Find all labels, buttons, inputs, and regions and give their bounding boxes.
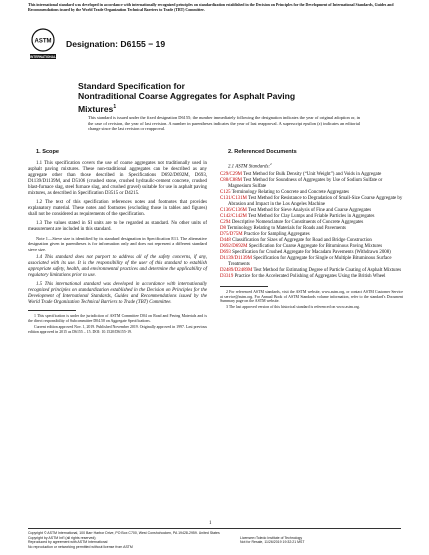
footnote-2: 2 For referenced ASTM standards, visit the ASTM website, www.astm.org, or contact ASTM Customer Service at service@astm.org. For Annual Book of ASTM Standards volume information, refer to the standard's Document Summary page on the ASTM website. — [220, 289, 403, 304]
reference-title: Test Method for Soundness of Aggregates by Use of Sodium Sulfate or Magnesium Sulfate — [228, 177, 383, 189]
reference-code-link[interactable]: D693 — [220, 249, 231, 255]
footnote-3: 3 The last approved version of this historical standard is referenced on www.astm.org. — [226, 305, 360, 310]
reference-title: Descriptive Nomenclature for Constituents of Concrete Aggregates — [231, 219, 364, 225]
reference-title: Specification for Crushed Aggregate for Macadam Pavements (Withdrawn 2008) — [232, 249, 391, 255]
scope-paragraph-4: 1.4 This standard does not purport to address all of the safety concerns, if any, associated with its use. It is the responsibility of the user of this standard to establish appropriate safety, health, and environmental practices and determine the applicability of regulatory limitations prior to use. — [28, 255, 207, 279]
logo-text: INTERNATIONAL — [30, 55, 56, 59]
reference-code-link[interactable]: C88/C88M — [220, 177, 243, 183]
right-column — [220, 149, 403, 311]
scope-note-1: Note 1—Sieve size is identified by its standard designation in Specification E11. The alternative designation given in parentheses is for information only and does not represent a different standard sieve size. — [28, 236, 207, 252]
reference-code-link[interactable]: C142/C142M — [220, 213, 247, 219]
title-line-2: Nontraditional Coarse Aggregates for Asphalt Paving — [78, 91, 296, 102]
title-superscript: 1 — [113, 103, 117, 110]
reference-title: Test Method for Clay Lumps and Friable Particles in Aggregates — [248, 213, 375, 219]
reference-item — [220, 274, 403, 280]
left-column — [28, 149, 207, 336]
footer-license-right: Licensee=Toledo Institute of Technology Not for Resale, 11/26/2019 19:32:21 MST — [240, 536, 305, 545]
reference-title: Classification for Sizes of Aggregate for Road and Bridge Construction — [232, 237, 372, 243]
reference-code-link[interactable]: C29/C29M — [220, 171, 243, 177]
footnote-divider — [28, 310, 76, 311]
references-heading: 2. Referenced Documents — [228, 149, 297, 155]
reference-code-link[interactable]: D2489/D2489M — [220, 267, 253, 273]
reference-code-link[interactable]: C131/C131M — [220, 195, 247, 201]
reference-title: Terminology Relating to Materials for Roads and Pavements — [227, 225, 346, 231]
reference-title: Specification for Coarse Aggregate for Bituminous Paving Mixtures — [248, 243, 383, 249]
reference-code-link[interactable]: C136/C136M — [220, 207, 247, 213]
reference-item — [220, 178, 403, 190]
reference-list — [220, 172, 403, 280]
reference-code-link[interactable]: D3319 — [220, 273, 234, 279]
title-line-3: Mixtures$^1$ — [78, 103, 117, 114]
scope-paragraph-3: 1.3 The values stated in SI units are to be regarded as standard. No other units of measurement are included in this standard. — [28, 221, 207, 232]
scope-paragraph-2: 1.2 The text of this specification references notes and footnotes that provides explanatory material. These notes and footnotes (excluding those in tables and figures) shall not be considered as requirements of the specification. — [28, 200, 207, 217]
reference-code-link[interactable]: D448 — [220, 237, 231, 243]
footer-divider — [28, 528, 401, 529]
fixed-designation-note: This standard is issued under the fixed designation D6155; the number immediately following the designation indicates the year of original adoption or, in the case of revision, the year of last revision. A number in parentheses indicates the year of last reapproval. A superscript epsilon (ε) indicates an editorial change since the last revision or reapproval. — [88, 115, 360, 131]
page-number: 1 — [209, 521, 212, 526]
reference-code-link[interactable]: C125 — [220, 189, 231, 195]
scope-paragraph-1: 1.1 This specification covers the use of coarse aggregates not traditionally used in asphalt paving mixtures. These non-traditional aggregates can be described as any aggregate other than those described in Specifications D692/D692M, D693, D1139/D1139M, and D5106 (crushed stone, crushed hydraulic-cement concrete, crushed blast-furnace slag, steel furnace slag, and crushed gravel) suitable for use in asphalt paving mixtures, as described in Specification D3515 or D4215. — [28, 161, 207, 196]
top-notice: This international standard was developed in accordance with internationally recognized principles on standardization established in the Decision on Principles for the Development of International Standards, Guides and Recommendations issued by the World Trade Organization Technical Barriers to Trade (TBT) Committee. — [28, 3, 394, 12]
reference-code-link[interactable]: D75/D75M — [220, 231, 243, 237]
reference-title: Test Method for Estimating Degree of Particle Coating of Asphalt Mixtures — [253, 267, 402, 273]
reference-title: Terminology Relating to Concrete and Concrete Aggregates — [231, 189, 350, 195]
reference-title: Specification for Aggregate for Single or Multiple Bituminous Surface Treatments — [228, 255, 392, 267]
reference-item — [220, 196, 403, 208]
astm-standards-subheading: 2.1 ASTM Standards:$^2$ — [228, 162, 272, 170]
reference-title: Practice for the Accelerated Polishing of Aggregates Using the British Wheel — [234, 273, 386, 279]
scope-paragraph-5: 1.5 This international standard was developed in accordance with internationally recognized principles on standardization established in the Decision on Principles for the Development of International Standards, Guides and Recommendations issued by the World Trade Organization Technical Barriers to Trade (TBT) Committee. — [28, 282, 207, 306]
reference-code-link[interactable]: C294 — [220, 219, 231, 225]
title-line-1: Standard Specification for — [78, 81, 185, 91]
scope-heading: 1. Scope — [36, 149, 60, 155]
reference-title: Test Method for Sieve Analysis of Fine and Coarse Aggregates — [248, 207, 372, 213]
reference-code-link[interactable]: D8 — [220, 225, 226, 231]
reference-item — [220, 256, 403, 268]
reference-title: Practice for Sampling Aggregates — [243, 231, 310, 237]
reference-code-link[interactable]: D692/D692M — [220, 243, 248, 249]
footnote-divider-right — [220, 286, 268, 287]
astm-international-logo — [30, 28, 56, 60]
document-title — [78, 81, 295, 114]
footer-copyright: Copyright © ASTM International, 100 Barr Harbor Drive, PO Box C700, West Conshohocken, PA 19428-2959. United States — [28, 531, 220, 535]
footnote-1-edition: Current edition approved Nov. 1, 2019. Published November 2019. Originally approved in 1997. Last previous edition approved in 2015 as D6155 – 15. DOI: 10.1520/D6155-19. — [28, 325, 207, 334]
svg-text:ASTM: ASTM — [34, 38, 52, 45]
reference-title: Test Method for Bulk Density (“Unit Weight”) and Voids in Aggregate — [243, 171, 382, 177]
footnote-1: 1 This specification is under the jurisdiction of ASTM Committee D04 on Road and Paving Materials and is the direct responsibility of Subcommittee D04.50 on Aggregate Specifications. — [28, 314, 207, 324]
reference-code-link[interactable]: D1139/D1139M — [220, 255, 252, 261]
footer-license-left: Copyright by ASTM Int'l (all rights reserved); Reproduced by agreement with ASTM International No reproduction or networking permitted without license from ASTM — [28, 536, 133, 549]
designation: Designation: D6155 − 19 — [66, 39, 166, 49]
reference-title: Test Method for Resistance to Degradation of Small-Size Coarse Aggregate by Abrasion and Impact in the Los Angeles Machine — [228, 195, 403, 207]
